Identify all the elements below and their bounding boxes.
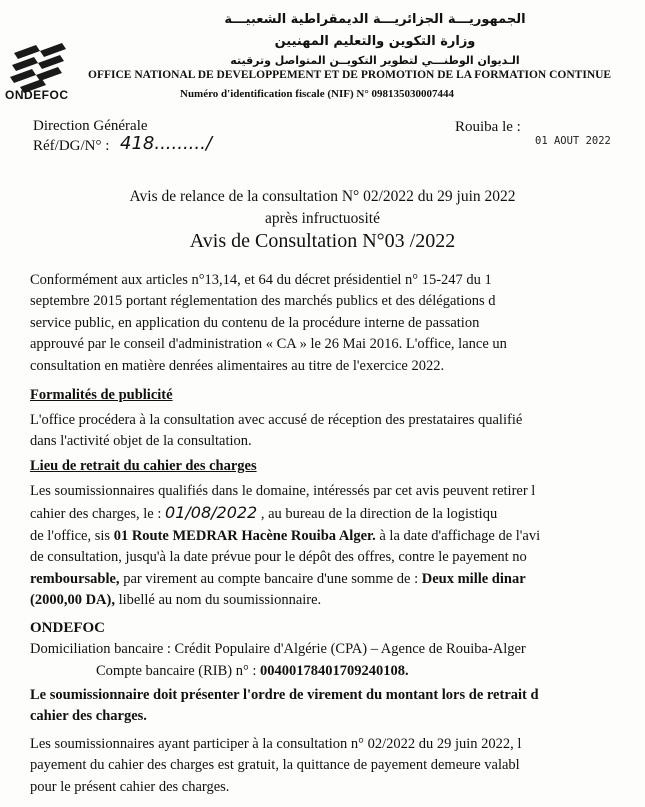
relance-title-line2: après infructuosité (265, 210, 380, 227)
note-line: Le soumissionnaire doit présenter l'ordre de virement du montant lors de retrait d (30, 687, 539, 703)
publicite-paragraph (30, 410, 522, 453)
reference-number-handwritten: 418........./ (120, 133, 212, 154)
rib-label: Compte bancaire (RIB) n° : (96, 663, 257, 679)
bank-org-label: ONDEFOC (30, 620, 105, 636)
relance-title-line1: Avis de relance de la consultation N° 02/2022 du 29 juin 2022 (129, 188, 516, 205)
closing-line: pour le présent cahier des charges. (30, 778, 230, 795)
retrait-text: par virement au compte bancaire d'une somme de : (123, 570, 419, 587)
closing-line: Les soumissionnaires ayant participer à la consultation n° 02/2022 du 29 juin 2022, l (30, 736, 522, 752)
rib-number: 00400178401709240108. (260, 663, 409, 679)
closing-paragraph (30, 734, 521, 798)
intro-line: septembre 2015 portant réglementation des marchés publics et des délégations d (30, 293, 496, 310)
logo-text: ONDEFOC (5, 88, 69, 102)
amount-words: Deux mille dinar (421, 570, 526, 587)
handwritten-date: 01/08/2022 (165, 503, 258, 523)
main-title: Avis de Consultation N°03 /2022 (189, 230, 456, 252)
place-date-label: Rouiba le : (455, 119, 521, 135)
note-line: cahier des charges. (30, 708, 147, 725)
retrait-text: , au bureau de la direction de la logistiqu (260, 506, 498, 523)
amount-value: (2000,00 DA), (30, 592, 115, 609)
intro-line: Conformément aux articles n°13,14, et 64 du décret présidentiel n° 15-247 du 1 (30, 272, 492, 288)
retrait-bold: remboursable, (30, 570, 120, 587)
retrait-text: libellé au nom du soumissionnaire. (118, 592, 322, 609)
office-name: OFFICE NATIONAL DE DEVELOPPEMENT ET DE PROMOTION DE LA FORMATION CONTINUE (88, 69, 612, 81)
retrait-text: cahier des charges, le : (30, 506, 162, 523)
intro-line: service public, en application du contenu de la procédure interne de passation (30, 314, 480, 331)
publicite-line: L'office procédera à la consultation avec accusé de réception des prestataires qualifié (30, 412, 523, 428)
bank-rib (96, 663, 409, 680)
retrait-line (30, 590, 540, 611)
arabic-republic-line: الجمهوريـــة الجزائريـــة الديمقراطية الشعبيـــة (224, 12, 526, 27)
retrait-text: à la date d'affichage de l'avi (379, 527, 541, 544)
retrait-line: Les soumissionnaires qualifiés dans le domaine, intéressés par cet avis peuvent retirer l (30, 483, 536, 499)
reference-label: Réf/DG/N° : (33, 138, 110, 154)
retrait-line (30, 502, 540, 525)
arabic-office-line: الـديوان الوطنـــي لتطوير التكويــن المتواصل وترقيته (230, 54, 520, 67)
retrait-heading: Lieu de retrait du cahier des charges (30, 458, 257, 474)
publicite-heading: Formalités de publicité (30, 387, 173, 403)
retrait-text: de l'office, sis (30, 527, 111, 544)
retrait-paragraph (30, 481, 540, 611)
intro-line: consultation en matière denrées alimentaires au titre de l'exercice 2022. (30, 357, 445, 374)
intro-line: approuvé par le conseil d'administration « CA » le 26 Mai 2016. L'office, lance un (30, 336, 507, 353)
retrait-line (30, 569, 540, 590)
office-address: 01 Route MEDRAR Hacène Rouiba Alger. (113, 527, 376, 544)
direction-label: Direction Générale (33, 118, 148, 134)
virement-note (30, 685, 539, 728)
arabic-ministry-line: وزارة التكوين والتعليم المهنيين (274, 34, 476, 49)
nif-line: Numéro d'identification fiscale (NIF) N° 098135030007444 (180, 88, 454, 100)
retrait-line: de consultation, jusqu'à la date prévue pour le dépôt des offres, contre le payement no (30, 549, 527, 566)
date-stamp: 01 AOUT 2022 (535, 135, 611, 147)
intro-paragraph (30, 270, 507, 377)
closing-line: payement du cahier des charges est gratuit, la quittance de payement demeure valabl (30, 757, 520, 774)
publicite-line: dans l'activité objet de la consultation. (30, 433, 252, 450)
retrait-line (30, 526, 540, 547)
bank-domiciliation: Domiciliation bancaire : Crédit Populaire d'Algérie (CPA) – Agence de Rouiba-Alger (30, 641, 526, 657)
